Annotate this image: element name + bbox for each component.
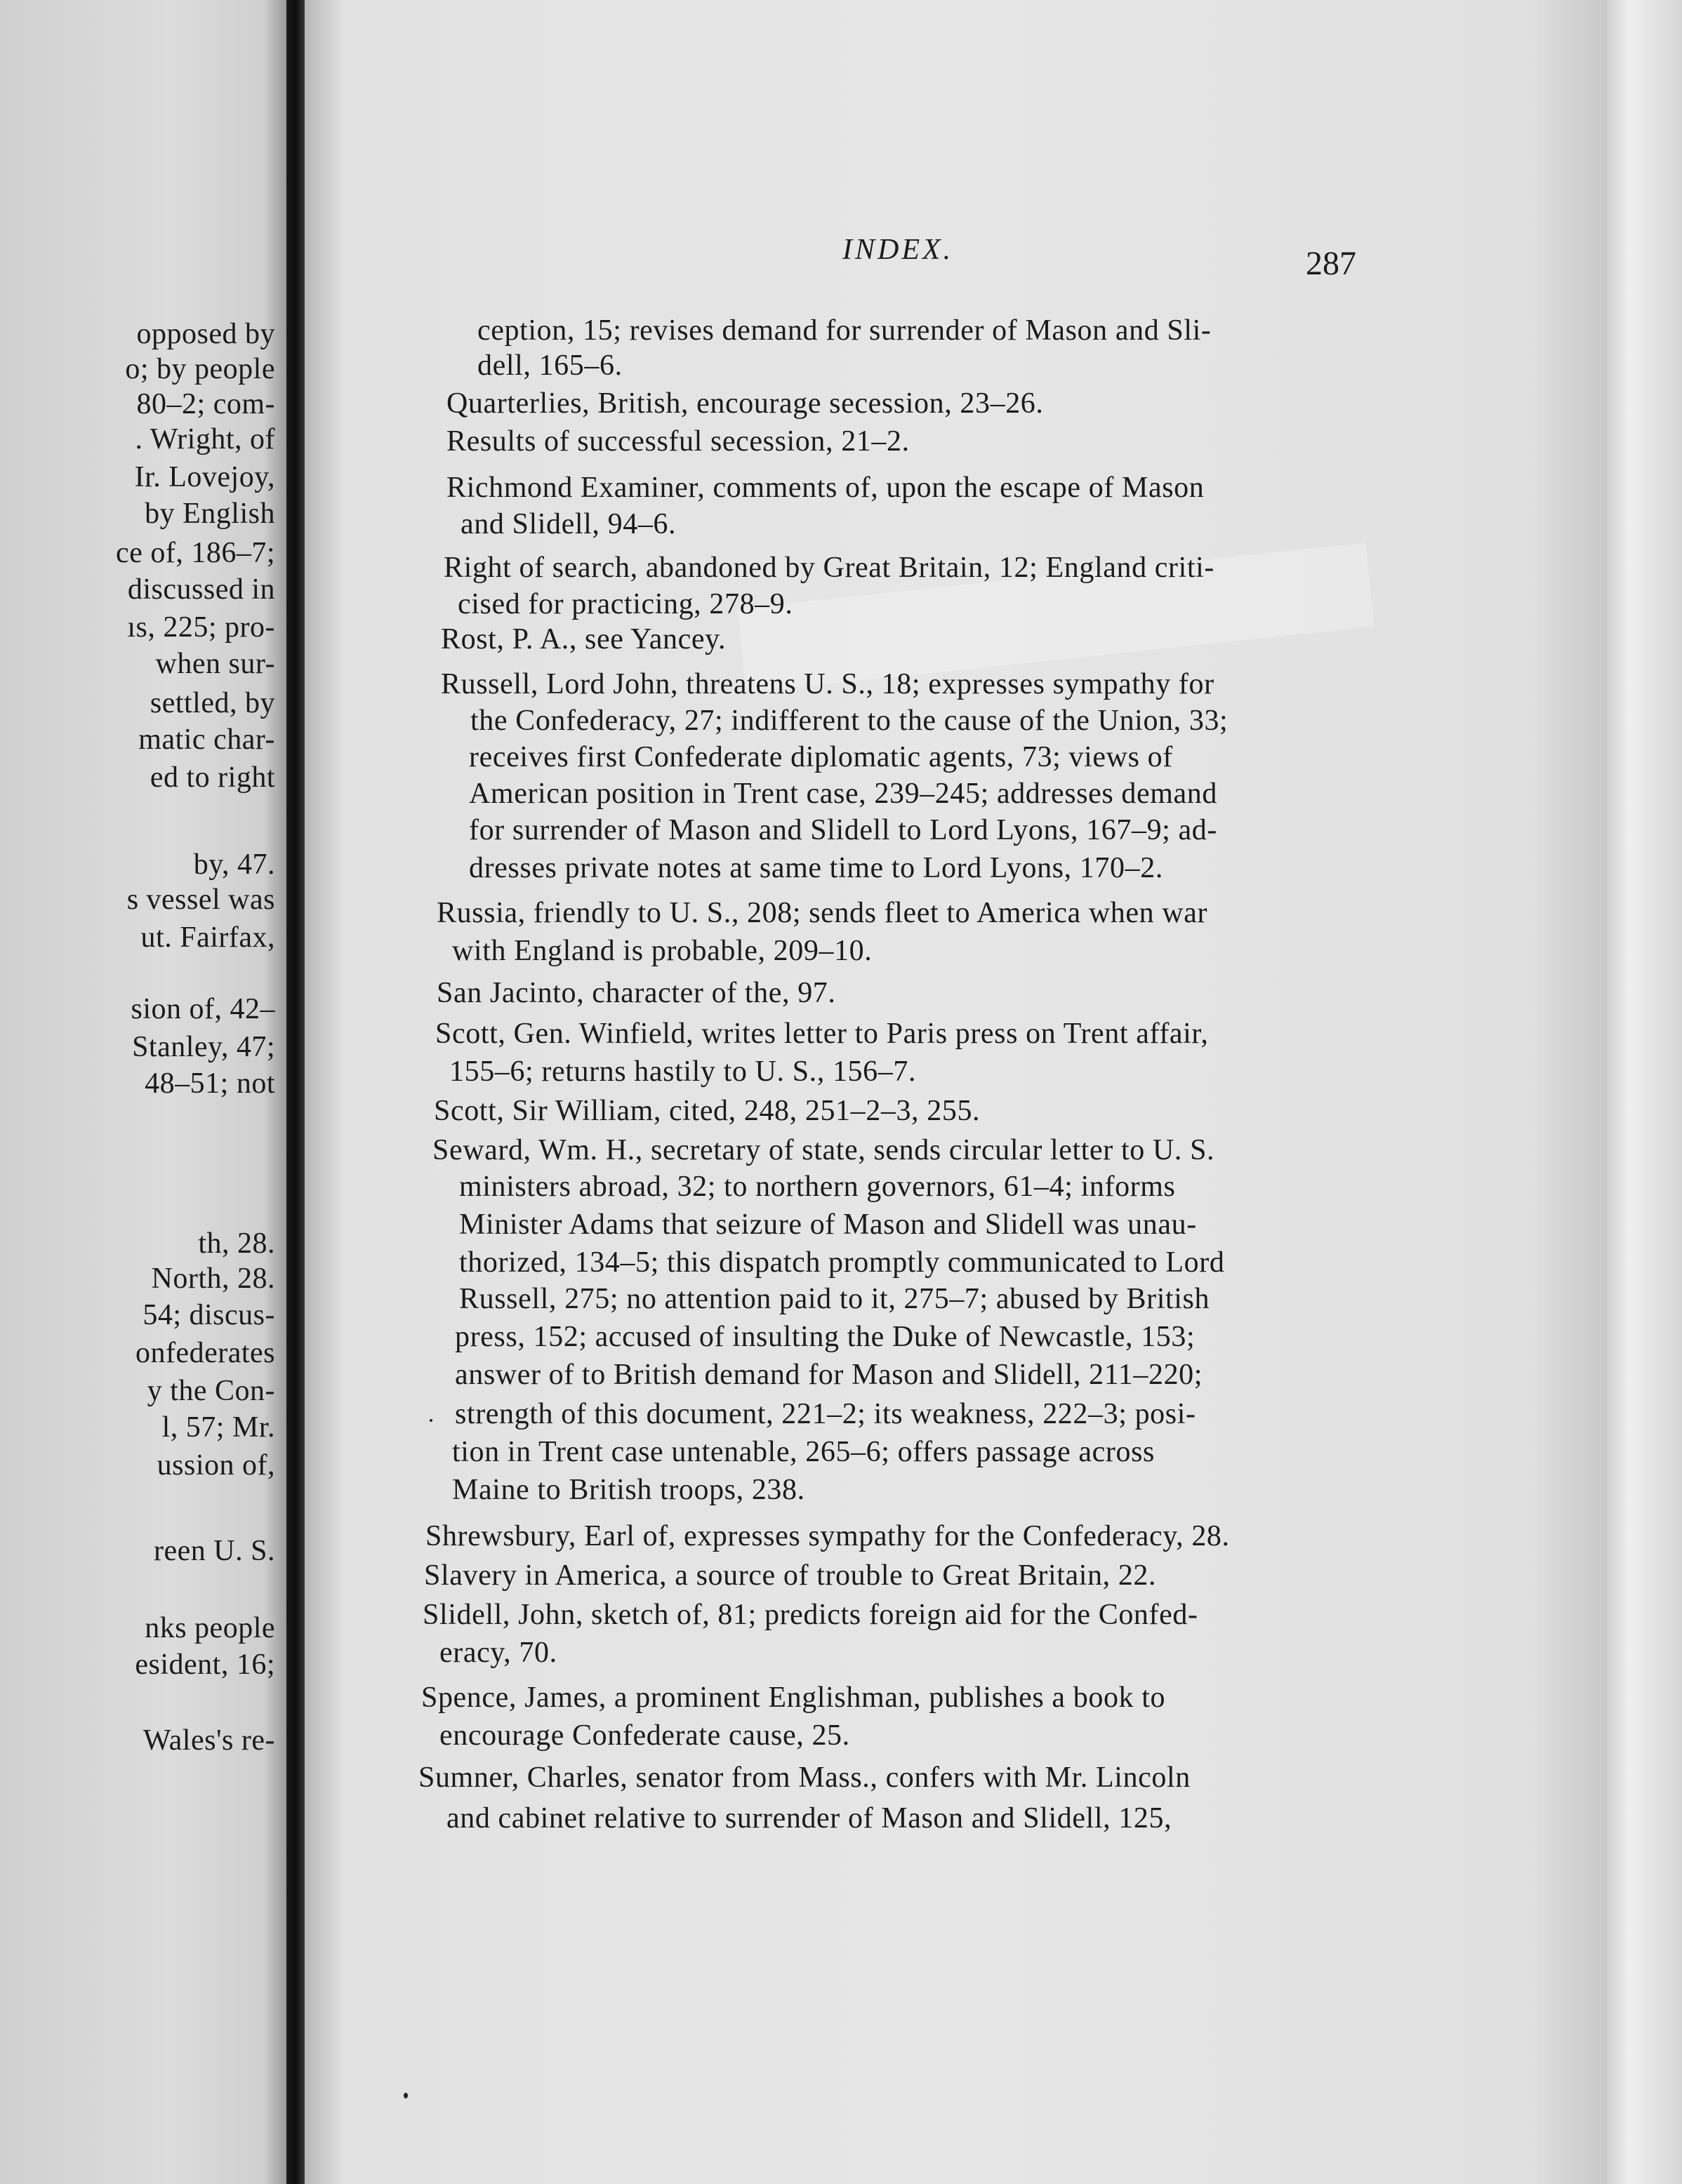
left-page-line: sion of, 42– xyxy=(131,993,275,1025)
left-page-line: 54; discus- xyxy=(143,1299,275,1331)
index-entry-line: ministers abroad, 32; to northern governors, 61–4; informs xyxy=(459,1171,1176,1203)
left-page-line: s vessel was xyxy=(126,884,275,916)
index-entry-line: Shrewsbury, Earl of, expresses sympathy for the Confederacy, 28. xyxy=(425,1520,1230,1552)
index-entry-line: Scott, Sir William, cited, 248, 251–2–3, 255. xyxy=(434,1095,981,1127)
index-entry-line: eracy, 70. xyxy=(439,1637,557,1669)
left-page-line: ce of, 186–7; xyxy=(116,537,275,569)
left-page-line: settled, by xyxy=(150,687,275,719)
index-entry-line: with England is probable, 209–10. xyxy=(452,935,873,967)
index-entry-line: Spence, James, a prominent Englishman, publishes a book to xyxy=(421,1682,1166,1714)
index-entry-line: San Jacinto, character of the, 97. xyxy=(437,977,836,1009)
index-entry-line: Slavery in America, a source of trouble to Great Britain, 22. xyxy=(424,1559,1157,1592)
index-entry-line: Maine to British troops, 238. xyxy=(452,1474,805,1506)
running-title: INDEX. xyxy=(842,234,954,266)
index-entry-line: Richmond Examiner, comments of, upon the escape of Mason xyxy=(446,472,1205,504)
left-page-line: reen U. S. xyxy=(154,1535,275,1567)
left-page-line: esident, 16; xyxy=(135,1649,275,1681)
left-page-line: o; by people xyxy=(125,353,275,385)
index-entry-line: Slidell, John, sketch of, 81; predicts foreign aid for the Confed- xyxy=(423,1599,1198,1631)
left-page-line: Stanley, 47; xyxy=(132,1031,275,1063)
left-page-line: . Wright, of xyxy=(135,423,275,455)
index-entry-line: and Slidell, 94–6. xyxy=(461,508,677,540)
index-entry-line: answer of to British demand for Mason and Slidell, 211–220; xyxy=(455,1359,1203,1391)
index-entry-line: strength of this document, 221–2; its weakness, 222–3; posi- xyxy=(455,1398,1196,1430)
index-entry-line: American position in Trent case, 239–245; addresses demand xyxy=(469,778,1217,810)
left-page-line: matic char- xyxy=(138,724,275,756)
index-entry-line: dell, 165–6. xyxy=(477,349,623,382)
left-page-line: onfederates xyxy=(135,1337,275,1369)
ink-speck xyxy=(430,1419,432,1422)
index-entry-line: Seward, Wm. H., secretary of state, sends circular letter to U. S. xyxy=(432,1134,1215,1166)
index-entry-line: tion in Trent case untenable, 265–6; offers passage across xyxy=(452,1436,1155,1468)
index-entry-line: Sumner, Charles, senator from Mass., confers with Mr. Lincoln xyxy=(418,1762,1191,1794)
index-entry-line: Russia, friendly to U. S., 208; sends fleet to America when war xyxy=(437,897,1208,929)
left-page-line: Ir. Lovejoy, xyxy=(134,461,275,493)
left-page-line: th, 28. xyxy=(198,1227,275,1260)
left-page-line: nks people xyxy=(145,1612,275,1644)
left-page-line: ut. Fairfax, xyxy=(140,921,275,954)
index-entry-line: receives first Confederate diplomatic agents, 73; views of xyxy=(469,741,1173,773)
index-entry-line: the Confederacy, 27; indifferent to the cause of the Union, 33; xyxy=(470,705,1229,737)
left-page-line: opposed by xyxy=(136,318,275,350)
page-number: 287 xyxy=(1306,245,1356,282)
index-entry-line: thorized, 134–5; this dispatch promptly communicated to Lord xyxy=(459,1246,1225,1279)
left-page-line: discussed in xyxy=(127,573,275,606)
left-page-line: when sur- xyxy=(155,648,275,680)
ink-speck xyxy=(404,2093,408,2098)
index-entry-line: ception, 15; revises demand for surrender of Mason and Sli- xyxy=(477,314,1212,347)
index-entry-line: Rost, P. A., see Yancey. xyxy=(441,623,727,655)
left-page-line: by, 47. xyxy=(193,848,275,881)
index-entry-line: for surrender of Mason and Slidell to Lord Lyons, 167–9; ad- xyxy=(469,814,1217,846)
left-page-line: by English xyxy=(145,498,275,530)
index-entry-line: Russell, 275; no attention paid to it, 275–7; abused by British xyxy=(459,1283,1210,1315)
index-entry-line: encourage Confederate cause, 25. xyxy=(439,1719,850,1752)
index-entry-line: press, 152; accused of insulting the Duke of Newcastle, 153; xyxy=(455,1321,1196,1353)
index-entry-line: Russell, Lord John, threatens U. S., 18; expresses sympathy for xyxy=(441,668,1214,700)
left-page-line: ıs, 225; pro- xyxy=(127,611,275,644)
index-entry-line: Minister Adams that seizure of Mason and Slidell was unau- xyxy=(459,1208,1197,1241)
left-page-line: ussion of, xyxy=(157,1449,275,1481)
index-entry-line: Scott, Gen. Winfield, writes letter to Paris press on Trent affair, xyxy=(435,1018,1209,1050)
left-page-line: 80–2; com- xyxy=(136,388,275,420)
left-page-line: North, 28. xyxy=(151,1263,275,1295)
index-entry-line: 155–6; returns hastily to U. S., 156–7. xyxy=(449,1056,917,1088)
left-page-line: ed to right xyxy=(150,761,275,794)
index-entry-line: Results of successful secession, 21–2. xyxy=(446,425,910,458)
index-entry-line: dresses private notes at same time to Lord Lyons, 170–2. xyxy=(469,852,1163,884)
left-page-line: Wales's re- xyxy=(143,1724,275,1757)
index-entry-line: and cabinet relative to surrender of Mason and Slidell, 125, xyxy=(446,1802,1172,1835)
index-entry-line: Quarterlies, British, encourage secession, 23–26. xyxy=(446,387,1044,420)
index-entry-line: cised for practicing, 278–9. xyxy=(458,588,793,620)
left-page-line: 48–51; not xyxy=(145,1067,275,1100)
left-page-line: y the Con- xyxy=(147,1375,275,1407)
left-page-line: l, 57; Mr. xyxy=(161,1411,275,1444)
index-entry-line: Right of search, abandoned by Great Britain, 12; England criti- xyxy=(444,552,1214,584)
